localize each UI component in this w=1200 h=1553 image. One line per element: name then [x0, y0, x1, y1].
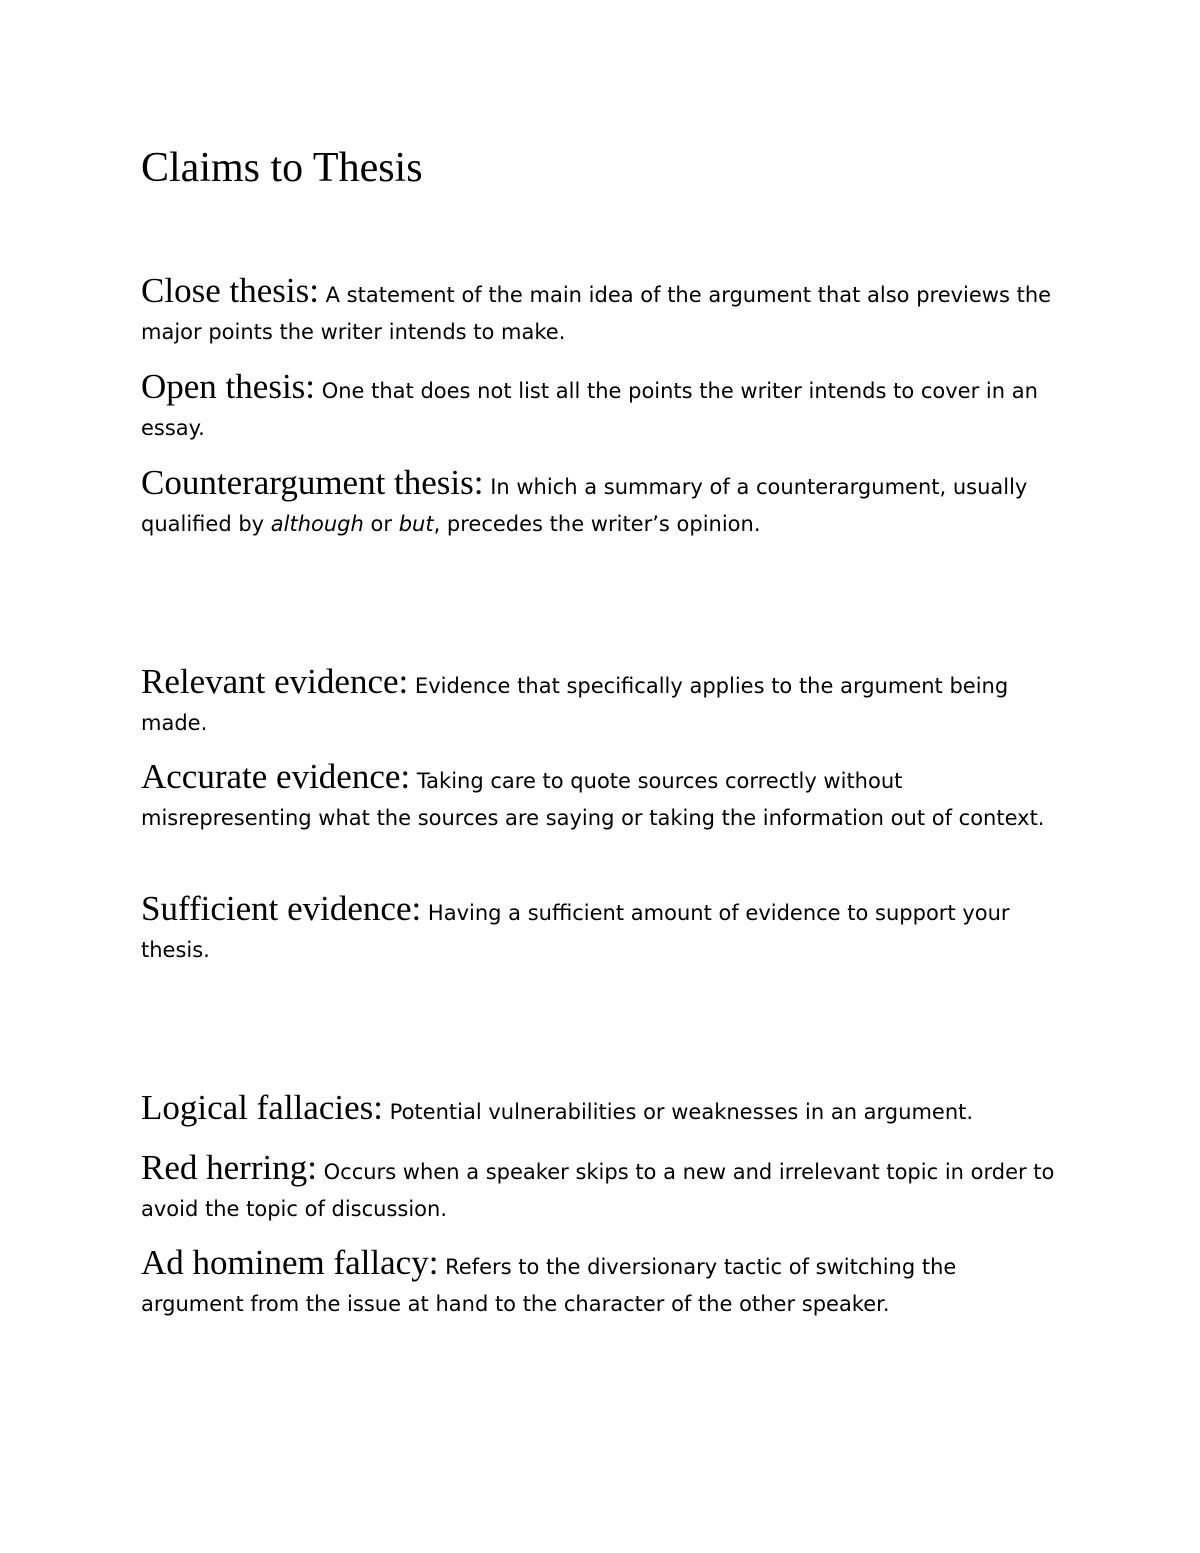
definition-red-herring: Occurs when a speaker skips to a new and irrelevant topic in order to avoid the topic of discussion.: [141, 1160, 1055, 1221]
term-logical-fallacies: Logical fallacies:: [141, 1088, 383, 1127]
entry-counterargument-thesis: [141, 464, 1061, 543]
term-red-herring: Red herring:: [141, 1148, 317, 1187]
definition-counterargument-part-1: In which a summary of a counterargument, usually qualified by: [141, 475, 1028, 536]
definition-accurate-evidence: Taking care to quote sources correctly without misrepresenting what the sources are saying or taking the information out of context.: [141, 769, 1045, 830]
definition-ad-hominem-fallacy: Refers to the diversionary tactic of switching the argument from the issue at hand to the character of the other speaker.: [141, 1255, 957, 1316]
term-counterargument-thesis: Counterargument thesis:: [141, 463, 484, 502]
term-ad-hominem-fallacy: Ad hominem fallacy:: [141, 1243, 439, 1282]
entry-logical-fallacies: [141, 1089, 1061, 1131]
definition-counterargument-part-3: , precedes the writer’s opinion.: [433, 512, 761, 536]
entry-red-herring: [141, 1149, 1061, 1228]
entry-ad-hominem-fallacy: [141, 1244, 1061, 1323]
term-close-thesis: Close thesis:: [141, 271, 319, 310]
entry-open-thesis: [141, 368, 1061, 447]
term-sufficient-evidence: Sufficient evidence:: [141, 889, 422, 928]
definition-logical-fallacies: Potential vulnerabilities or weaknesses in an argument.: [389, 1100, 974, 1124]
entry-sufficient-evidence: [141, 890, 1061, 969]
italic-but: but: [398, 512, 434, 536]
entry-relevant-evidence: [141, 663, 1061, 742]
term-accurate-evidence: Accurate evidence:: [141, 757, 411, 796]
definition-open-thesis: One that does not list all the points the writer intends to cover in an essay.: [141, 379, 1038, 440]
entry-accurate-evidence: [141, 758, 1061, 837]
definition-relevant-evidence: Evidence that specifically applies to the argument being made.: [141, 674, 1009, 735]
term-relevant-evidence: Relevant evidence:: [141, 662, 409, 701]
definition-sufficient-evidence: Having a sufficient amount of evidence to support your thesis.: [141, 901, 1010, 962]
definition-counterargument-part-2: or: [370, 512, 392, 536]
definition-close-thesis: A statement of the main idea of the argument that also previews the major points the writer intends to make.: [141, 283, 1052, 344]
term-open-thesis: Open thesis:: [141, 367, 316, 406]
page-title: Claims to Thesis: [141, 145, 423, 191]
entry-close-thesis: [141, 272, 1061, 351]
italic-although: although: [270, 512, 364, 536]
